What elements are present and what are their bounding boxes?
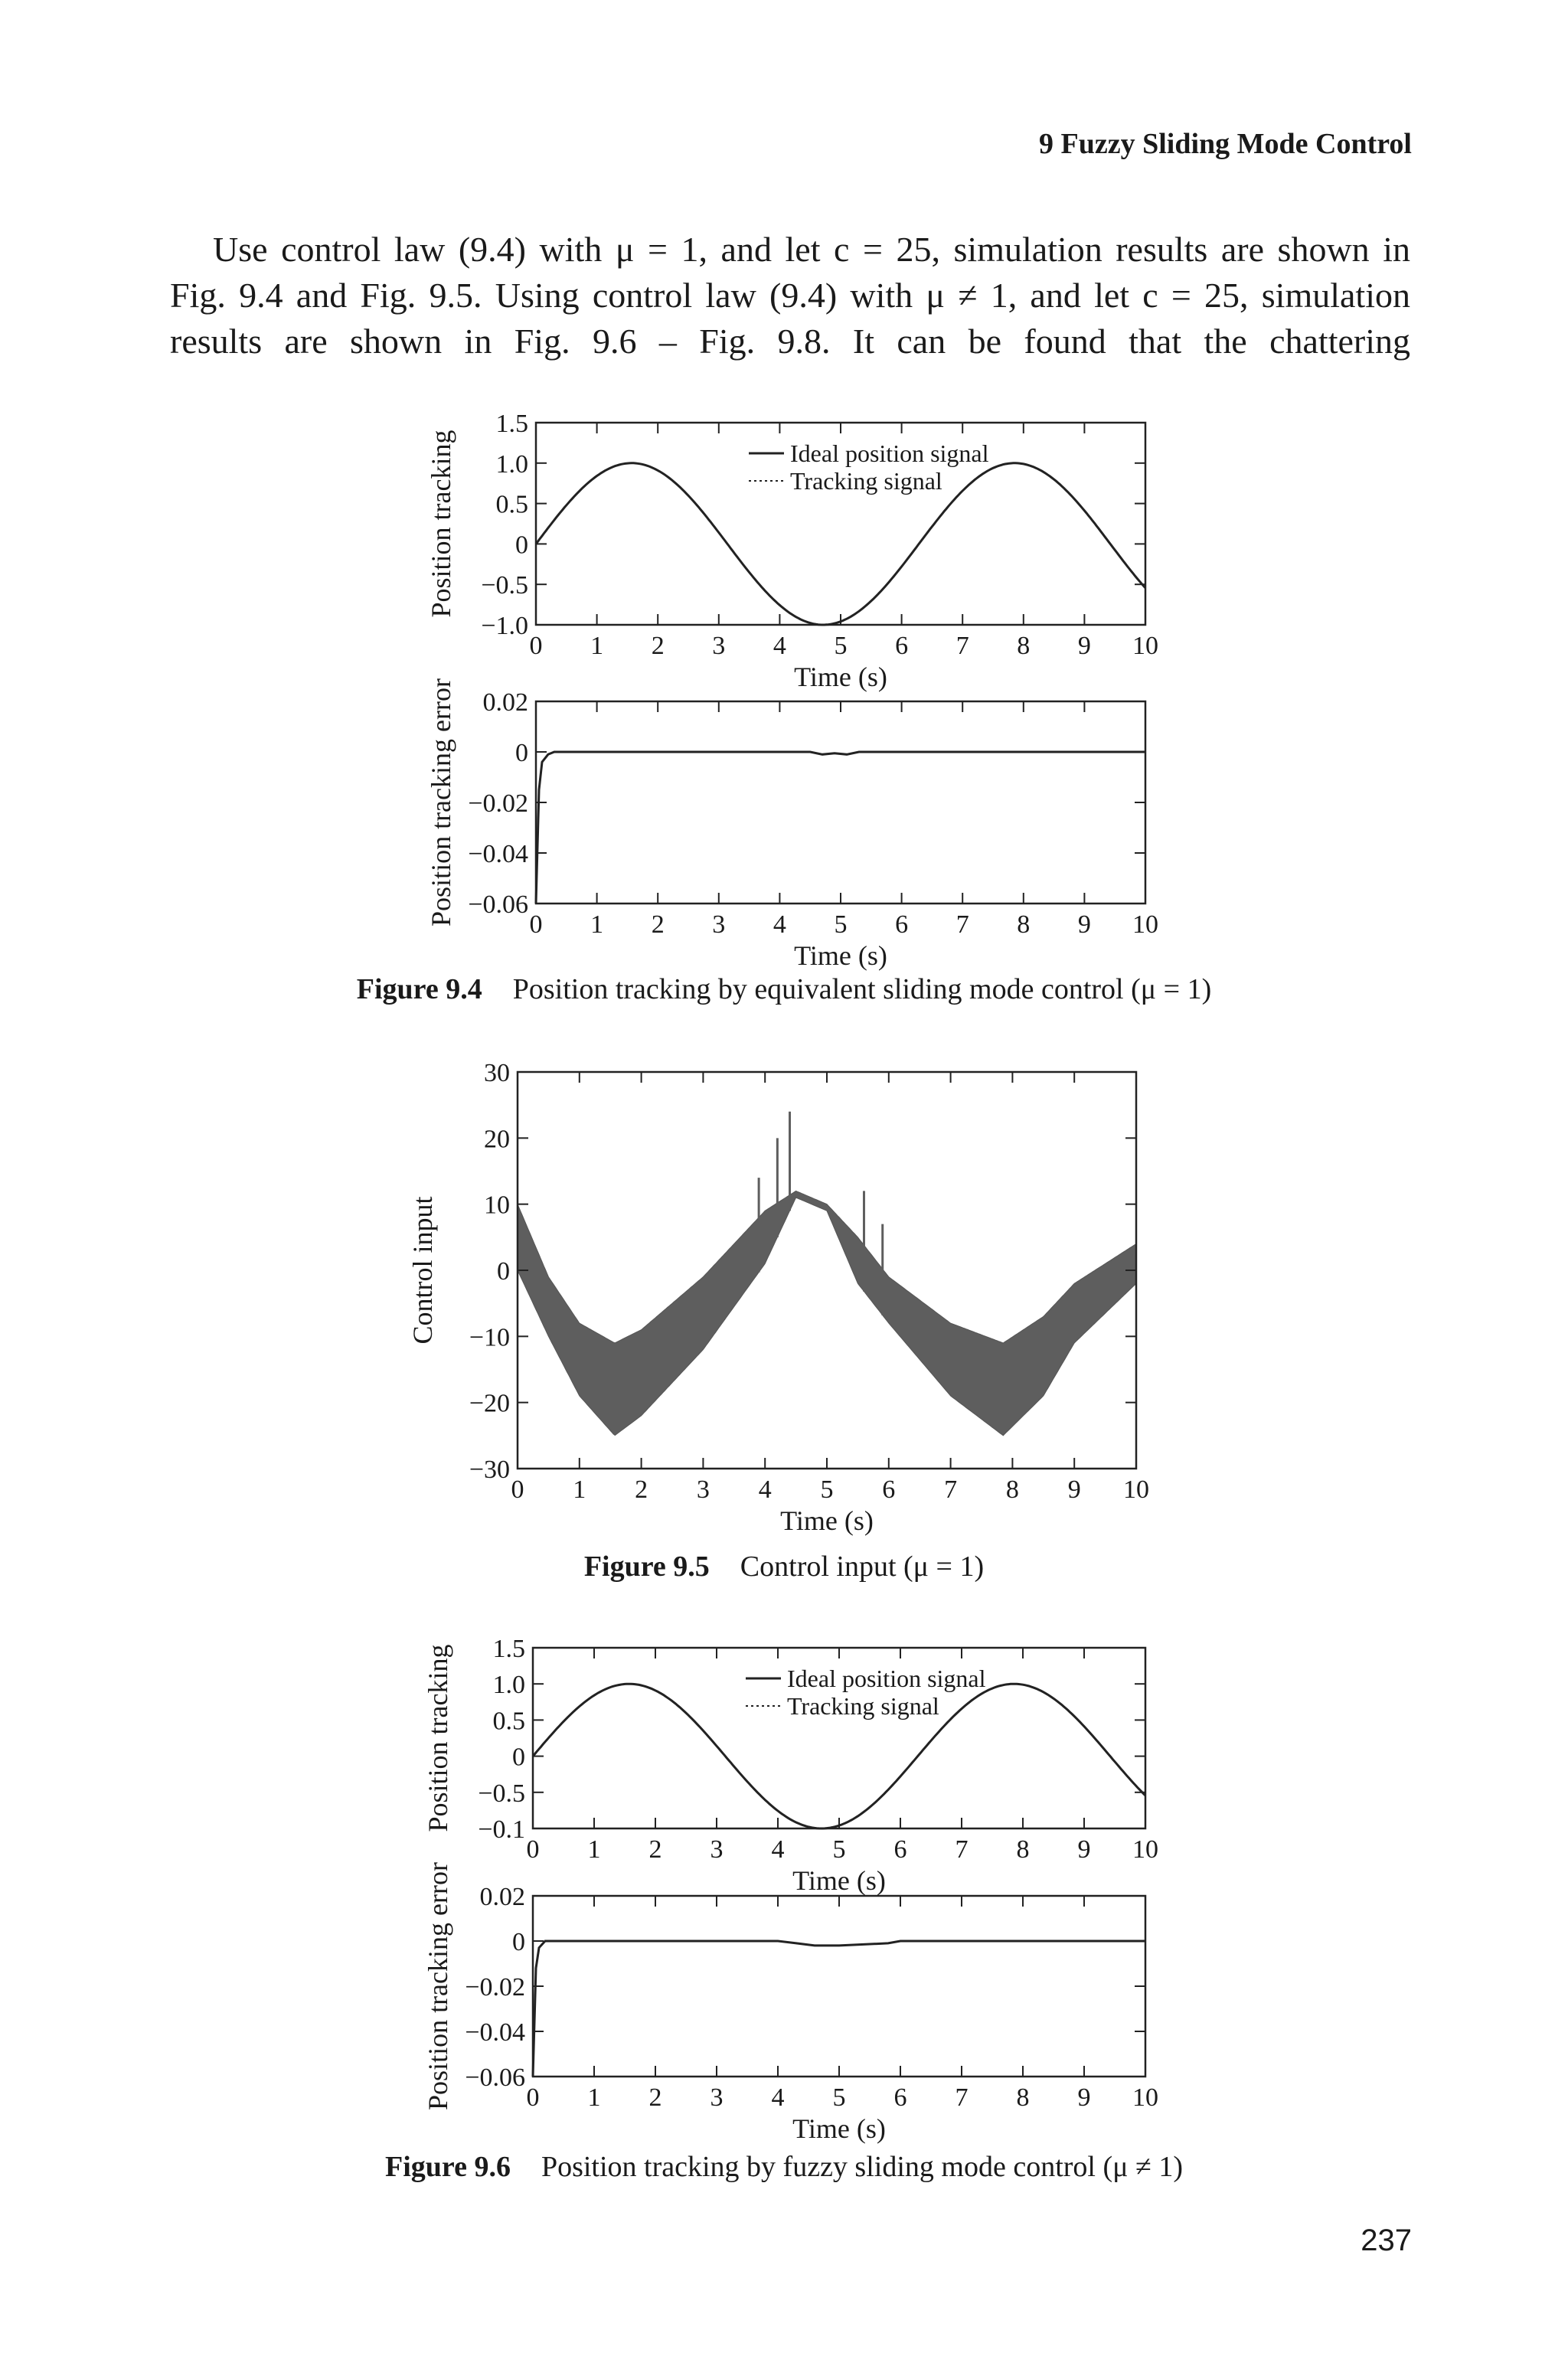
y-axis-label: Control input <box>407 1196 438 1345</box>
y-tick-label: 1.5 <box>495 410 528 438</box>
x-tick-label: 3 <box>712 632 726 660</box>
figure-9-5-caption <box>0 1550 1568 1583</box>
y-tick-label: −0.06 <box>468 890 528 919</box>
y-tick-label: 0 <box>512 1928 525 1956</box>
x-tick-label: 1 <box>590 632 604 660</box>
x-tick-label: 10 <box>1123 1475 1149 1504</box>
y-tick-label: 0 <box>515 739 528 767</box>
y-tick-label: 20 <box>484 1125 510 1154</box>
series-line-1 <box>536 463 1145 625</box>
figure-label: Figure 9.5 <box>583 1551 710 1583</box>
y-tick-label: −0.5 <box>481 571 528 600</box>
chart-position-tracking-96 <box>423 1635 1158 1896</box>
x-tick-label: 2 <box>651 910 665 939</box>
y-axis-label: Position tracking <box>423 1644 453 1832</box>
plot-frame <box>536 701 1145 904</box>
x-tick-label: 3 <box>710 2083 724 2112</box>
x-tick-label: 2 <box>648 2083 662 2112</box>
legend-entry: Tracking signal <box>790 467 942 495</box>
x-tick-label: 8 <box>1005 1475 1019 1504</box>
chart-control-input-95 <box>407 1059 1149 1536</box>
x-tick-label: 7 <box>956 632 969 660</box>
x-tick-label: 8 <box>1017 632 1031 660</box>
x-tick-label: 4 <box>771 1835 785 1864</box>
plot-frame <box>536 423 1145 625</box>
x-axis-label: Time (s) <box>792 2113 886 2144</box>
y-tick-label: −30 <box>469 1456 510 1484</box>
x-tick-label: 6 <box>895 910 909 939</box>
y-axis-label: Position tracking error <box>423 1862 453 2110</box>
x-tick-label: 4 <box>773 910 786 939</box>
x-tick-label: 6 <box>893 1835 907 1864</box>
x-tick-label: 10 <box>1132 910 1158 939</box>
x-tick-label: 9 <box>1067 1475 1081 1504</box>
series-line-2 <box>536 463 1145 625</box>
x-tick-label: 6 <box>882 1475 896 1504</box>
x-tick-label: 7 <box>955 2083 969 2112</box>
x-tick-label: 10 <box>1132 2083 1158 2112</box>
x-tick-label: 5 <box>832 2083 846 2112</box>
x-tick-label: 4 <box>773 632 786 660</box>
y-tick-label: 1.0 <box>492 1671 525 1700</box>
plot-frame <box>518 1072 1136 1469</box>
x-tick-label: 6 <box>895 632 909 660</box>
x-tick-label: 0 <box>529 910 543 939</box>
figure-caption-text: Position tracking by fuzzy sliding mode control (μ ≠ 1) <box>541 2151 1183 2183</box>
plot-frame <box>533 1648 1145 1828</box>
chart-tracking-error-94 <box>426 678 1158 971</box>
y-tick-label: −1.0 <box>481 612 528 640</box>
x-tick-label: 0 <box>526 2083 540 2112</box>
y-tick-label: 10 <box>484 1191 510 1220</box>
running-head: 9 Fuzzy Sliding Mode Control <box>1039 128 1412 160</box>
y-tick-label: 1.0 <box>495 449 528 479</box>
x-tick-label: 10 <box>1132 632 1158 660</box>
x-tick-label: 5 <box>820 1475 834 1504</box>
x-axis-label: Time (s) <box>792 1865 886 1896</box>
y-tick-label: 0.5 <box>495 490 528 519</box>
y-tick-label: −20 <box>469 1389 510 1418</box>
x-tick-label: 2 <box>651 632 665 660</box>
y-tick-label: 0 <box>512 1743 525 1772</box>
x-tick-label: 0 <box>529 632 543 660</box>
x-tick-label: 1 <box>573 1475 586 1504</box>
x-tick-label: 1 <box>587 1835 601 1864</box>
x-axis-label: Time (s) <box>794 940 887 971</box>
x-tick-label: 6 <box>893 2083 907 2112</box>
y-tick-label: 0.5 <box>492 1707 525 1736</box>
x-tick-label: 9 <box>1077 632 1091 660</box>
x-axis-label: Time (s) <box>780 1505 874 1536</box>
x-tick-label: 5 <box>834 910 848 939</box>
x-tick-label: 3 <box>696 1475 710 1504</box>
x-tick-label: 4 <box>771 2083 785 2112</box>
x-tick-label: 9 <box>1077 2083 1091 2112</box>
x-tick-label: 9 <box>1077 910 1091 939</box>
x-tick-label: 3 <box>710 1835 724 1864</box>
y-tick-label: −0.04 <box>468 840 528 868</box>
page-number: 237 <box>1361 2224 1412 2257</box>
figure-label: Figure 9.6 <box>385 2151 511 2183</box>
y-tick-label: −10 <box>469 1323 510 1352</box>
series-line-1 <box>533 1684 1145 1828</box>
x-tick-label: 0 <box>526 1835 540 1864</box>
figure-9-6-caption <box>0 2150 1568 2184</box>
plot-frame <box>533 1896 1145 2077</box>
y-tick-label: −0.1 <box>478 1815 525 1844</box>
body-paragraph <box>170 227 1410 364</box>
figure-caption-text: Control input (μ = 1) <box>740 1551 985 1583</box>
body-line-3: results are shown in Fig. 9.6 – Fig. 9.8. It can be found that the chattering <box>170 322 1410 361</box>
x-tick-label: 4 <box>758 1475 772 1504</box>
body-line-1: Use control law (9.4) with μ = 1, and let c = 25, simulation results are shown in <box>213 230 1410 269</box>
legend-entry: Tracking signal <box>787 1692 939 1720</box>
y-tick-label: 0.02 <box>479 1883 525 1911</box>
x-axis-label: Time (s) <box>794 662 887 692</box>
x-tick-label: 7 <box>956 910 969 939</box>
x-tick-label: 1 <box>587 2083 601 2112</box>
figure-label: Figure 9.4 <box>356 973 482 1005</box>
x-tick-label: 2 <box>635 1475 648 1504</box>
y-tick-label: 1.5 <box>492 1635 525 1663</box>
y-tick-label: −0.02 <box>468 789 528 818</box>
y-tick-label: 0.02 <box>482 688 528 717</box>
x-tick-label: 8 <box>1016 2083 1030 2112</box>
series-line-1 <box>536 752 1145 904</box>
y-tick-label: 0 <box>515 531 528 560</box>
legend-entry: Ideal position signal <box>790 440 989 467</box>
legend-entry: Ideal position signal <box>787 1665 986 1692</box>
x-tick-label: 7 <box>944 1475 958 1504</box>
body-line-2: Fig. 9.4 and Fig. 9.5. Using control law (9.4) with μ ≠ 1, and let c = 25, simulation <box>170 276 1410 315</box>
chart-tracking-error-96 <box>423 1862 1158 2144</box>
series-line-2 <box>533 1684 1145 1828</box>
x-tick-label: 0 <box>511 1475 524 1504</box>
y-tick-label: 30 <box>484 1059 510 1087</box>
control-input-band <box>518 1191 1136 1435</box>
x-tick-label: 9 <box>1077 1835 1091 1864</box>
x-tick-label: 2 <box>648 1835 662 1864</box>
y-axis-label: Position tracking <box>426 430 456 618</box>
series-line-1 <box>533 1941 1145 2077</box>
x-tick-label: 1 <box>590 910 604 939</box>
x-tick-label: 7 <box>955 1835 969 1864</box>
x-tick-label: 8 <box>1017 910 1031 939</box>
x-tick-label: 5 <box>832 1835 846 1864</box>
y-tick-label: −0.04 <box>465 2018 525 2047</box>
y-axis-label: Position tracking error <box>426 678 456 926</box>
y-tick-label: −0.02 <box>465 1973 525 2002</box>
y-tick-label: −0.5 <box>478 1779 525 1808</box>
x-tick-label: 3 <box>712 910 726 939</box>
figure-caption-text: Position tracking by equivalent sliding mode control (μ = 1) <box>512 973 1212 1005</box>
figure-9-4-caption <box>0 972 1568 1006</box>
y-tick-label: 0 <box>497 1257 510 1286</box>
chart-position-tracking-94 <box>426 410 1158 692</box>
y-tick-label: −0.06 <box>465 2064 525 2092</box>
x-tick-label: 10 <box>1132 1835 1158 1864</box>
x-tick-label: 5 <box>834 632 848 660</box>
x-tick-label: 8 <box>1016 1835 1030 1864</box>
